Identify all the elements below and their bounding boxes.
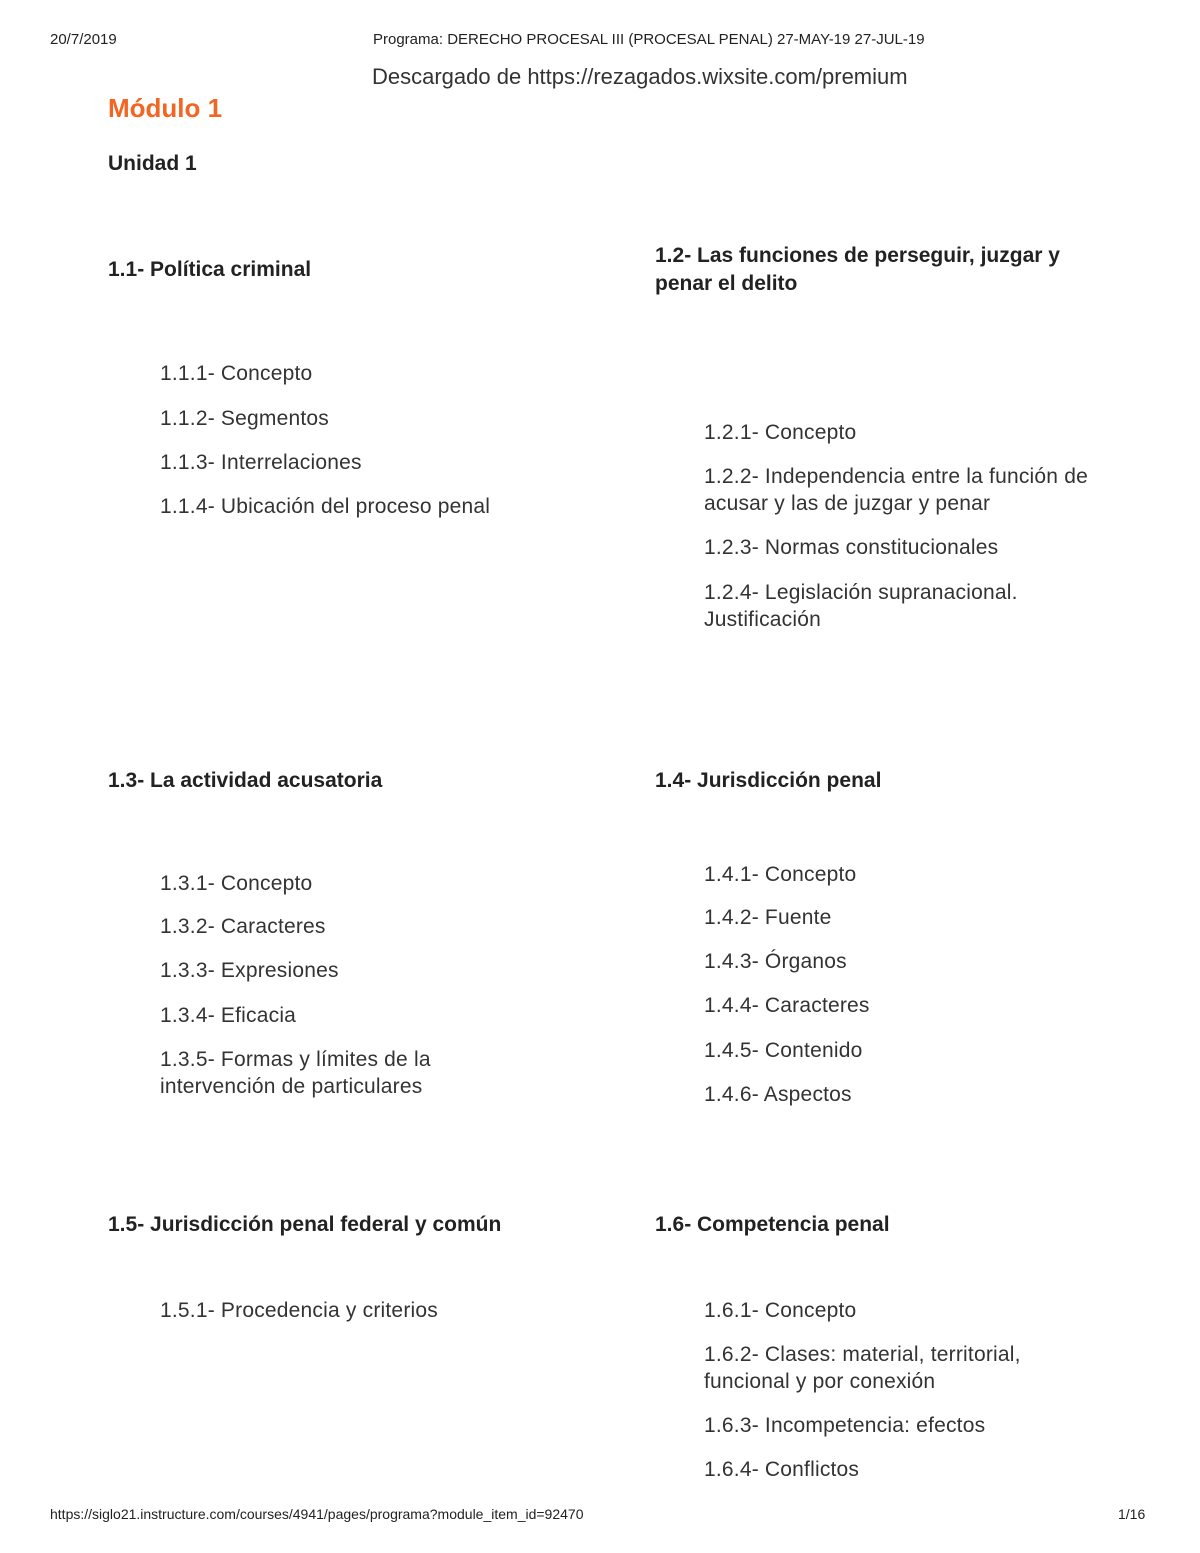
section-1-6-title: 1.6- Competencia penal: [655, 1213, 890, 1236]
list-item: 1.6.2- Clases: material, territorial, funcional y por conexión: [704, 1343, 1021, 1393]
list-item: 1.3.1- Concepto: [160, 872, 313, 895]
section-1-2-title: 1.2- Las funciones de perseguir, juzgar y penar el delito: [655, 244, 1060, 295]
list-item: 1.3.2- Caracteres: [160, 915, 326, 938]
section-1-1-title: 1.1- Política criminal: [108, 258, 312, 281]
list-item: 1.1.2- Segmentos: [160, 407, 329, 430]
list-item: 1.6.4- Conflictos: [704, 1458, 860, 1481]
list-item: 1.2.2- Independencia entre la función de acusar y las de juzgar y penar: [704, 465, 1088, 515]
footer-url: https://siglo21.instructure.com/courses/4941/pages/programa?module_item_id=92470: [50, 1506, 584, 1522]
section-1-5-title: 1.5- Jurisdicción penal federal y común: [108, 1213, 502, 1236]
section-1-4-title: 1.4- Jurisdicción penal: [655, 769, 882, 792]
list-item: 1.6.1- Concepto: [704, 1299, 857, 1322]
print-title: Programa: DERECHO PROCESAL III (PROCESAL PENAL) 27-MAY-19 27-JUL-19: [373, 31, 925, 48]
list-item: 1.3.4- Eficacia: [160, 1004, 297, 1027]
list-item: 1.1.4- Ubicación del proceso penal: [160, 495, 491, 518]
module-title: Módulo 1: [108, 93, 223, 123]
list-item: 1.2.4- Legislación supranacional. Justificación: [704, 581, 1018, 631]
list-item: 1.3.5- Formas y límites de la intervención de particulares: [160, 1048, 431, 1098]
list-item: 1.2.1- Concepto: [704, 421, 857, 444]
list-item: 1.2.3- Normas constitucionales: [704, 536, 999, 559]
list-item: 1.5.1- Procedencia y criterios: [160, 1299, 438, 1322]
section-1-3-title: 1.3- La actividad acusatoria: [108, 769, 383, 792]
list-item: 1.6.3- Incompetencia: efectos: [704, 1414, 986, 1437]
page-number: 1/16: [1118, 1506, 1146, 1522]
download-watermark: Descargado de https://rezagados.wixsite.com/premium: [372, 64, 908, 89]
print-date: 20/7/2019: [50, 31, 117, 48]
list-item: 1.4.1- Concepto: [704, 863, 857, 886]
list-item: 1.3.3- Expresiones: [160, 959, 339, 982]
list-item: 1.4.3- Órganos: [704, 950, 847, 973]
list-item: 1.1.3- Interrelaciones: [160, 451, 362, 474]
list-item: 1.1.1- Concepto: [160, 362, 313, 385]
unit-title: Unidad 1: [108, 152, 197, 175]
list-item: 1.4.6- Aspectos: [704, 1083, 852, 1106]
list-item: 1.4.4- Caracteres: [704, 994, 870, 1017]
list-item: 1.4.5- Contenido: [704, 1039, 863, 1062]
list-item: 1.4.2- Fuente: [704, 906, 832, 929]
